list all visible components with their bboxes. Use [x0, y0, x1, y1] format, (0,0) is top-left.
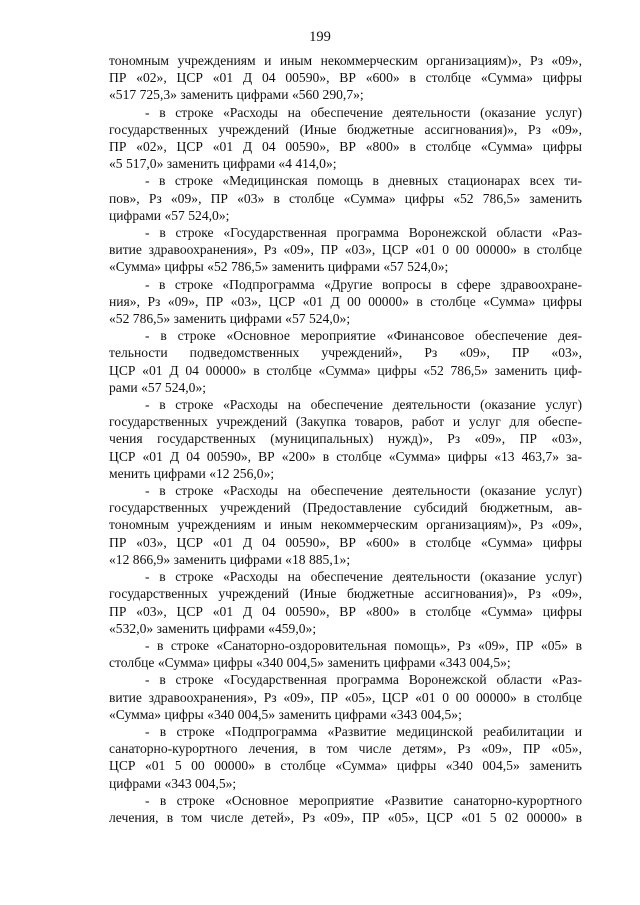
text-line: менить цифрами «12 256,0»; — [109, 465, 275, 481]
text-line: - в строке «Основное мероприятие «Финансовое обеспечение дея- — [145, 328, 582, 344]
text-line: ПР «02», ЦСР «01 Д 04 00590», ВР «800» в столбце «Сумма» цифры — [109, 139, 582, 155]
paragraph — [109, 52, 582, 104]
text-line: лечения, в том числе детей», Рз «09», ПР «05», ЦСР «01 5 02 00000» в — [109, 809, 582, 825]
text-line: чения государственных (муниципальных) нужд)», Рз «09», ПР «03», — [109, 431, 582, 447]
text-line: - в строке «Основное мероприятие «Развитие санаторно-курортного — [145, 792, 582, 808]
paragraph — [109, 104, 582, 173]
paragraph — [109, 327, 582, 396]
text-line: государственных учреждений (Закупка товаров, работ и услуг для обеспе- — [109, 414, 582, 430]
text-line: - в строке «Подпрограмма «Другие вопросы в сфере здравоохране- — [145, 276, 582, 292]
text-line: - в строке «Государственная программа Воронежской области «Раз- — [145, 225, 582, 241]
text-line: - в строке «Расходы на обеспечение деятельности (оказание услуг) — [145, 397, 582, 413]
text-line: «517 725,3» заменить цифрами «560 290,7»; — [109, 87, 364, 103]
text-line: витие здравоохранения», Рз «09», ПР «05», ЦСР «01 0 00 00000» в столбце — [109, 689, 582, 705]
paragraph — [109, 224, 582, 276]
text-line: государственных учреждений (Предоставление субсидий бюджетным, ав- — [109, 500, 582, 516]
text-line: «5 517,0» заменить цифрами «4 414,0»; — [109, 156, 337, 172]
text-line: - в строке «Санаторно-оздоровительная помощь», Рз «09», ПР «05» в — [145, 637, 582, 653]
paragraph — [109, 396, 582, 482]
paragraph — [109, 723, 582, 792]
paragraph — [109, 172, 582, 224]
text-line: «52 786,5» заменить цифрами «57 524,0»; — [109, 311, 351, 327]
text-line: ЦСР «01 Д 04 00000» в столбце «Сумма» цифры «52 786,5» заменить циф- — [109, 362, 582, 378]
text-line: столбце «Сумма» цифры «340 004,5» заменить цифрами «343 004,5»; — [109, 655, 511, 671]
paragraph — [109, 568, 582, 637]
text-line: тономным учреждениям и иным некоммерческим организациям)», Рз «09», — [109, 517, 582, 533]
text-line: тономным учреждениям и иным некоммерческим организациям)», Рз «09», — [109, 53, 582, 68]
text-line: санаторно-курортного лечения, в том числе детям», Рз «09», ПР «05», — [109, 741, 582, 757]
text-line: «Сумма» цифры «340 004,5» заменить цифрами «343 004,5»; — [109, 706, 462, 722]
text-line: ЦСР «01 Д 04 00590», ВР «200» в столбце «Сумма» цифры «13 463,7» за- — [109, 448, 582, 464]
page-number: 199 — [309, 29, 331, 45]
text-line: государственных учреждений (Иные бюджетные ассигнования)», Рз «09», — [109, 121, 582, 137]
text-line: тельности подведомственных учреждений», Рз «09», ПР «03», — [109, 345, 582, 361]
paragraph — [109, 482, 582, 568]
text-line: цифрами «57 524,0»; — [109, 207, 230, 223]
text-line: «12 866,9» заменить цифрами «18 885,1»; — [109, 551, 351, 567]
text-line: рами «57 524,0»; — [109, 379, 207, 395]
text-line: ПР «02», ЦСР «01 Д 04 00590», ВР «600» в столбце «Сумма» цифры — [109, 70, 582, 86]
paragraph — [109, 792, 582, 826]
text-line: ния», Рз «09», ПР «03», ЦСР «01 Д 00 00000» в столбце «Сумма» цифры — [109, 293, 582, 309]
paragraph — [109, 276, 582, 328]
text-line: - в строке «Расходы на обеспечение деятельности (оказание услуг) — [145, 569, 582, 585]
text-line: пов», Рз «09», ПР «03» в столбце «Сумма» цифры «52 786,5» заменить — [109, 190, 582, 206]
text-line: ПР «03», ЦСР «01 Д 04 00590», ВР «800» в столбце «Сумма» цифры — [109, 603, 582, 619]
text-line: ЦСР «01 5 00 00000» в столбце «Сумма» цифры «340 004,5» заменить — [109, 758, 582, 774]
document-body — [109, 52, 582, 826]
paragraph — [109, 671, 582, 723]
text-line: - в строке «Государственная программа Воронежской области «Раз- — [145, 672, 582, 688]
text-line: «532,0» заменить цифрами «459,0»; — [109, 620, 317, 636]
text-line: государственных учреждений (Иные бюджетные ассигнования)», Рз «09», — [109, 586, 582, 602]
text-line: цифрами «343 004,5»; — [109, 775, 237, 791]
paragraph — [109, 637, 582, 671]
text-line: ПР «03», ЦСР «01 Д 04 00590», ВР «600» в столбце «Сумма» цифры — [109, 534, 582, 550]
text-line: - в строке «Расходы на обеспечение деятельности (оказание услуг) — [145, 483, 582, 499]
text-line: - в строке «Расходы на обеспечение деятельности (оказание услуг) — [145, 104, 582, 120]
text-line: - в строке «Медицинская помощь в дневных стационарах всех ти- — [145, 173, 582, 189]
text-line: «Сумма» цифры «52 786,5» заменить цифрами «57 524,0»; — [109, 259, 449, 275]
text-line: витие здравоохранения», Рз «09», ПР «03», ЦСР «01 0 00 00000» в столбце — [109, 242, 582, 258]
text-line: - в строке «Подпрограмма «Развитие медицинской реабилитации и — [145, 723, 582, 739]
